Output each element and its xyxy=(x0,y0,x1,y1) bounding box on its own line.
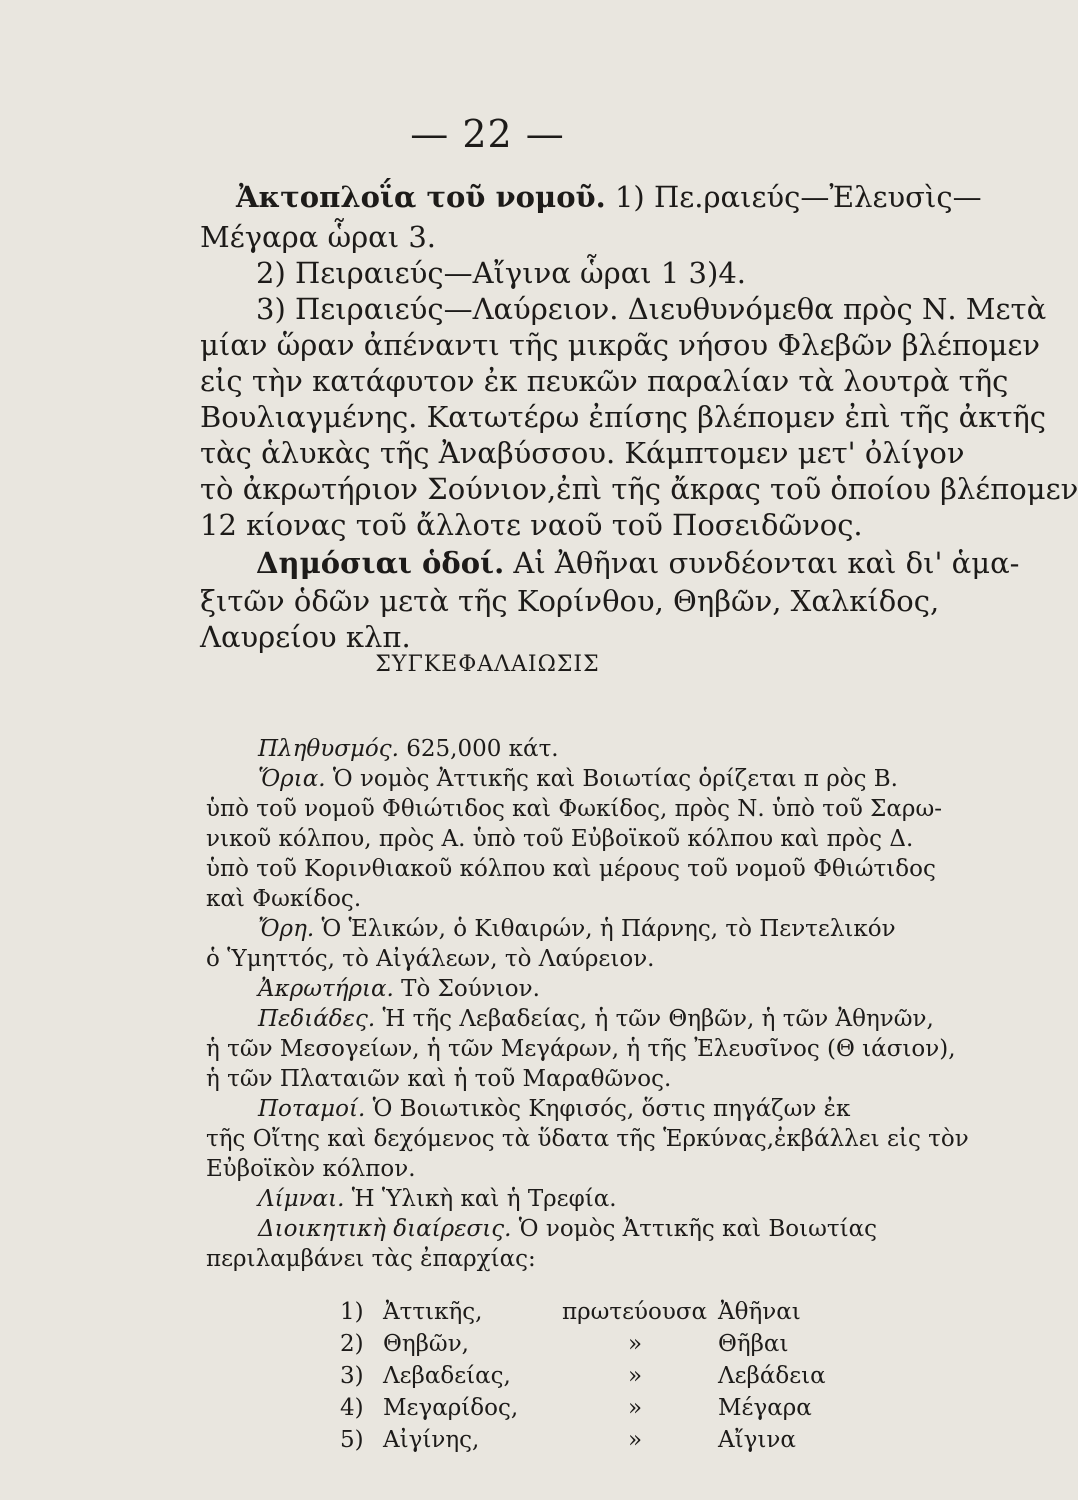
province-capital: Λεβάδεια xyxy=(718,1363,826,1389)
text-line: περιλαμβάνει τὰς ἐπαρχίας: xyxy=(206,1246,536,1272)
text-line: νικοῦ κόλπου, πρὸς Α. ὑπὸ τοῦ Εὐβοϊκοῦ κόλπου καὶ πρὸς Δ. xyxy=(206,826,914,852)
lakes-line xyxy=(258,1185,617,1213)
province-num: 2) xyxy=(340,1331,364,1357)
rivers-label: Ποταμοί. xyxy=(258,1096,366,1122)
province-capital: Ἀθῆναι xyxy=(718,1299,801,1325)
section1-title: Ἀκτοπλοΐα τοῦ νομοῦ. xyxy=(236,180,606,214)
section2-first-line xyxy=(256,546,1019,580)
plains-text: Ἡ τῆς Λεβαδείας, ἡ τῶν Θηβῶν, ἡ τῶν Ἀθηνῶν, xyxy=(375,1006,934,1032)
division-label: Διοικητικὴ διαίρεσις. xyxy=(258,1216,512,1242)
division-text: Ὁ νομὸς Ἀττικῆς καὶ Βοιωτίας xyxy=(511,1216,878,1242)
text-line: τῆς Οἴτης καὶ δεχόμενος τὰ ὕδατα τῆς Ἑρκύνας,ἐκβάλλει εἰς τὸν xyxy=(206,1126,969,1152)
population-text: 625,000 κάτ. xyxy=(398,736,559,762)
text-line: ἡ τῶν Μεσογείων, ἡ τῶν Μεγάρων, ἡ τῆς Ἐλευσῖνος (Θ ιάσιον), xyxy=(206,1036,956,1062)
text-line: Εὐβοϊκὸν κόλπον. xyxy=(206,1156,416,1182)
text-line: Λαυρείου κλπ. xyxy=(200,620,411,654)
capes-text: Τὸ Σούνιον. xyxy=(393,976,540,1002)
province-name: Θηβῶν, xyxy=(383,1331,469,1357)
summary-heading: ΣΥΓΚΕΦΑΛΑΙΩΣΙΣ xyxy=(375,652,600,677)
province-name: Αἰγίνης, xyxy=(383,1427,480,1453)
text-line: τὸ ἀκρωτήριον Σούνιον,ἐπὶ τῆς ἄκρας τοῦ ὁποίου βλέπομεν xyxy=(200,472,1078,506)
text-line: 12 κίονας τοῦ ἄλλοτε ναοῦ τοῦ Ποσειδῶνος. xyxy=(200,508,863,542)
population-label: Πληθυσμός. xyxy=(258,736,399,762)
mountains-label: Ὄρη. xyxy=(258,916,315,942)
rivers-line xyxy=(258,1095,850,1123)
province-capital: Αἴγινα xyxy=(718,1427,796,1453)
borders-text: Ὁ νομὸς Ἀττικῆς καὶ Βοιωτίας ὁρίζεται π ρὸς Β. xyxy=(325,766,898,792)
province-num: 3) xyxy=(340,1363,364,1389)
text-line: μίαν ὥραν ἀπέναντι τῆς μικρᾶς νήσου Φλεβῶν βλέπομεν xyxy=(200,328,1040,362)
text-line: ὁ Ὑμηττός, τὸ Αἰγάλεων, τὸ Λαύρειον. xyxy=(206,946,655,972)
borders-line xyxy=(258,765,898,793)
section2-title: Δημόσιαι ὁδοί. xyxy=(256,546,505,580)
section2-line1-text: Αἱ Ἀθῆναι συνδέονται καὶ δι' ἁμα- xyxy=(504,546,1020,580)
text-line: Μέγαρα ὧραι 3. xyxy=(200,220,437,254)
capes-label: Ἀκρωτήρια. xyxy=(258,976,394,1002)
province-name: Λεβαδείας, xyxy=(383,1363,511,1389)
province-capital: Μέγαρα xyxy=(718,1395,812,1421)
mountains-text: Ὁ Ἑλικών, ὁ Κιθαιρών, ἡ Πάρνης, τὸ Πεντελικόν xyxy=(314,916,896,942)
borders-label: Ὅρια. xyxy=(258,766,326,792)
text-line: Βουλιαγμένης. Κατωτέρω ἐπίσης βλέπομεν ἐπὶ τῆς ἀκτῆς xyxy=(200,400,1047,434)
province-num: 1) xyxy=(340,1299,364,1325)
province-name: Μεγαρίδος, xyxy=(383,1395,519,1421)
capes-line xyxy=(258,975,540,1003)
section1-first-line xyxy=(236,180,982,214)
text-line: 3) Πειραιεύς—Λαύρειον. Διευθυνόμεθα πρὸς Ν. Μετὰ xyxy=(256,292,1047,326)
text-line: εἰς τὴν κατάφυτον ἐκ πευκῶν παραλίαν τὰ λουτρὰ τῆς xyxy=(200,364,1009,398)
province-ditto: » xyxy=(628,1395,643,1421)
text-line: ὑπὸ τοῦ νομοῦ Φθιώτιδος καὶ Φωκίδος, πρὸς Ν. ὑπὸ τοῦ Σαρω- xyxy=(206,796,942,822)
province-ditto: » xyxy=(628,1427,643,1453)
text-line: ἡ τῶν Πλαταιῶν καὶ ἡ τοῦ Μαραθῶνος. xyxy=(206,1066,672,1092)
province-capital: Θῆβαι xyxy=(718,1331,789,1357)
text-line: καὶ Φωκίδος. xyxy=(206,886,362,912)
plains-label: Πεδιάδες. xyxy=(258,1006,376,1032)
text-line: τὰς ἁλυκὰς τῆς Ἀναβύσσου. Κάμπτομεν μετ' ὀλίγον xyxy=(200,436,965,470)
mountains-line xyxy=(258,915,896,943)
division-line xyxy=(258,1215,877,1243)
province-ditto: » xyxy=(628,1363,643,1389)
plains-line xyxy=(258,1005,934,1033)
text-line: 2) Πειραιεύς—Αἴγινα ὧραι 1 3)4. xyxy=(256,256,746,290)
province-ditto: » xyxy=(628,1331,643,1357)
population-line xyxy=(258,735,559,763)
lakes-text: Ἡ Ὑλικὴ καὶ ἡ Τρεφία. xyxy=(344,1186,617,1212)
text-line: ξιτῶν ὁδῶν μετὰ τῆς Κορίνθου, Θηβῶν, Χαλκίδος, xyxy=(200,584,940,618)
lakes-label: Λίμναι. xyxy=(258,1186,345,1212)
section1-line1-text: 1) Πε.ραιεύς—Ἐλευσὶς— xyxy=(605,180,982,214)
province-capital-label: πρωτεύουσα xyxy=(562,1299,708,1325)
page-number: — 22 — xyxy=(410,112,565,156)
province-num: 5) xyxy=(340,1427,364,1453)
province-name: Ἀττικῆς, xyxy=(383,1299,483,1325)
province-num: 4) xyxy=(340,1395,364,1421)
rivers-text: Ὁ Βοιωτικὸς Κηφισός, ὅστις πηγάζων ἐκ xyxy=(365,1096,851,1122)
text-line: ὑπὸ τοῦ Κορινθιακοῦ κόλπου καὶ μέρους τοῦ νομοῦ Φθιώτιδος xyxy=(206,856,936,882)
